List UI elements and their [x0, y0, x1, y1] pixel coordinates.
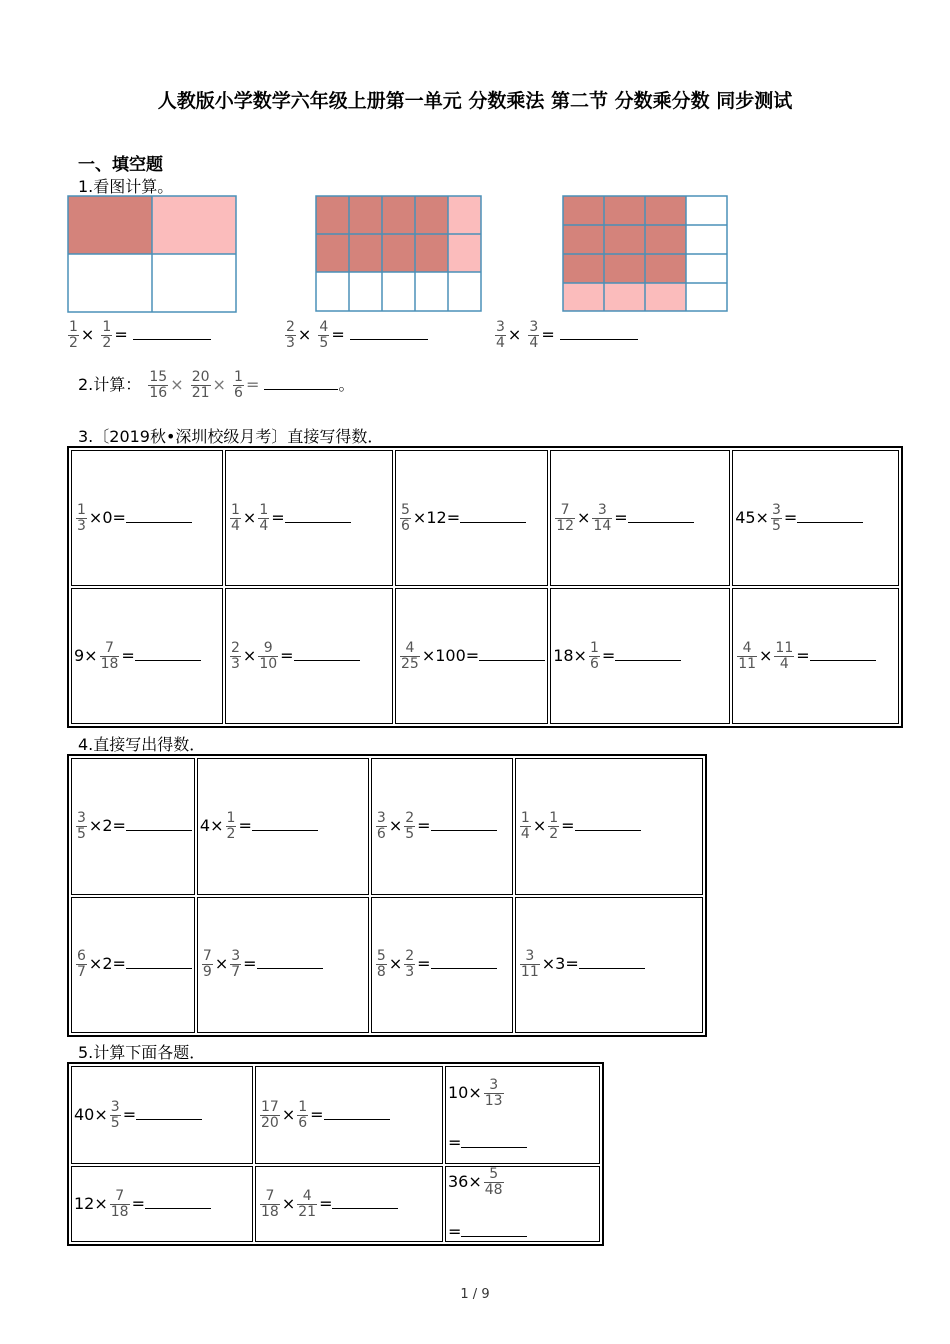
expression-text: = — [122, 1104, 137, 1124]
fraction: $\frac{3}{6}$ — [376, 809, 386, 842]
expression-text: = — [601, 645, 616, 665]
math-expression — [516, 949, 702, 980]
expression-text: × — [242, 507, 257, 527]
math-expression: $\frac{7}{9}$ × $\frac{3}{7}$ = — [198, 949, 368, 980]
page-title: 人教版小学数学六年级上册第一单元 分数乘法 第二节 分数乘分数 同步测试 — [157, 90, 793, 112]
expression-text: ×2= — [88, 954, 126, 974]
fraction-diagram-1 — [67, 195, 239, 315]
fraction-diagram-2 — [315, 195, 485, 315]
q4-cell — [515, 758, 703, 895]
fraction: $\frac{1}{6}$ — [589, 639, 599, 672]
expression-text: 18× — [553, 645, 587, 665]
math-expression — [72, 641, 222, 672]
q5-cell — [445, 1066, 600, 1164]
page-number: 1 / 9 — [460, 1287, 490, 1302]
fraction: $\frac{2}{3}$ — [405, 948, 415, 981]
q3-cell — [71, 450, 223, 586]
math-expression: 10× $\frac{3}{13}$ = — [446, 1078, 599, 1152]
fraction: $\frac{3}{5}$ — [110, 1098, 120, 1131]
answer-blank[interactable] — [133, 325, 211, 340]
fraction: $\frac{4}{25}$ — [401, 639, 419, 672]
answer-blank[interactable] — [479, 646, 545, 661]
expression-text: ×2= — [88, 815, 126, 835]
answer-blank[interactable] — [126, 816, 192, 831]
q3-cell — [550, 450, 730, 586]
expression-text: 9× — [74, 645, 98, 665]
fraction: $\frac{4}{5}$ — [319, 319, 329, 351]
fraction: $\frac{1}{4}$ — [520, 809, 530, 842]
q3-cell — [225, 450, 393, 586]
answer-blank[interactable] — [615, 646, 681, 661]
fraction: $\frac{3}{4}$ — [496, 319, 505, 351]
expression-text: = — [783, 507, 798, 527]
q3-cell — [732, 588, 899, 724]
fraction: $\frac{2}{5}$ — [405, 809, 415, 842]
q3-cell — [225, 588, 393, 724]
q4-table — [67, 754, 707, 1037]
math-expression: $\frac{1}{4}$ × $\frac{1}{4}$ = — [226, 503, 392, 534]
q5-cell — [71, 1166, 253, 1242]
expression-text: = — [121, 645, 135, 665]
fraction: $\frac{7}{18}$ — [110, 1187, 129, 1220]
question-3-label: 3.〔2019秋•深圳校级月考〕直接写得数． — [78, 427, 384, 446]
answer-blank[interactable] — [460, 508, 526, 523]
expression-text: 12× — [74, 1193, 108, 1213]
expression-text: × — [388, 954, 403, 974]
fraction: $\frac{6}{7}$ — [77, 948, 86, 981]
fraction: $\frac{1}{2}$ — [549, 809, 559, 842]
fraction: $\frac{3}{5}$ — [77, 809, 86, 842]
fraction: $\frac{1}{4}$ — [259, 501, 269, 534]
expression-text: × — [759, 645, 773, 665]
expression-text: 36× — [448, 1172, 482, 1191]
expression-text: × — [281, 1104, 296, 1124]
fraction: $\frac{7}{18}$ — [261, 1187, 279, 1220]
expression-text: ×100= — [421, 645, 480, 665]
fraction: $\frac{15}{16}$ — [149, 369, 168, 401]
expression-text: = — [238, 815, 252, 835]
expression-text: ×0= — [88, 507, 126, 527]
math-expression: $\frac{1}{4}$ × $\frac{1}{2}$ = — [516, 811, 702, 842]
fraction: $\frac{3}{5}$ — [771, 501, 781, 534]
answer-blank[interactable] — [628, 508, 694, 523]
math-expression — [396, 641, 547, 672]
math-expression: $\frac{7}{18}$ × $\frac{4}{21}$ = — [256, 1189, 442, 1220]
q4-cell — [71, 758, 195, 895]
fraction: $\frac{3}{13}$ — [484, 1077, 503, 1109]
math-expression — [198, 811, 368, 842]
expression-text: = — [131, 1193, 145, 1213]
math-expression — [72, 949, 194, 980]
fraction: $\frac{3}{4}$ — [529, 319, 539, 351]
fraction: $\frac{1}{6}$ — [298, 1098, 308, 1131]
expression-text: × — [242, 645, 257, 665]
answer-blank[interactable] — [810, 646, 876, 661]
fraction: $\frac{1}{3}$ — [77, 501, 86, 534]
math-expression: $\frac{17}{20}$ × $\frac{1}{6}$ = — [256, 1100, 442, 1131]
math-expression: $\frac{7}{12}$ × $\frac{3}{14}$ = — [551, 503, 729, 534]
fraction: $\frac{5}{8}$ — [376, 948, 386, 981]
answer-blank[interactable] — [560, 325, 638, 340]
q5-cell — [255, 1066, 443, 1164]
q5-cell — [71, 1066, 253, 1164]
q3-cell — [550, 588, 730, 724]
q5-table — [67, 1062, 604, 1246]
fraction: $\frac{1}{6}$ — [234, 369, 243, 401]
answer-blank[interactable] — [575, 816, 641, 831]
fraction: $\frac{2}{3}$ — [286, 319, 295, 351]
answer-blank[interactable] — [324, 1105, 390, 1120]
expression-text: × — [281, 1193, 296, 1213]
answer-blank[interactable] — [135, 646, 201, 661]
answer-blank[interactable] — [579, 954, 645, 969]
answer-blank[interactable] — [126, 954, 192, 969]
answer-blank[interactable] — [252, 816, 318, 831]
section-heading: 一、填空题 — [78, 155, 163, 175]
expression-text: × — [388, 815, 403, 835]
answer-blank[interactable] — [257, 954, 323, 969]
period: 。 — [338, 375, 355, 394]
fraction: $\frac{1}{2}$ — [69, 319, 78, 351]
fraction-diagram-3 — [562, 195, 730, 315]
math-expression — [72, 1100, 252, 1131]
expression-text: × — [214, 954, 229, 974]
q1-expression-2: $\frac{2}{3}$ × $\frac{4}{5}$ = — [283, 320, 428, 351]
math-expression — [72, 1189, 252, 1220]
fraction: $\frac{17}{20}$ — [261, 1098, 279, 1131]
math-expression: $\frac{2}{3}$ × $\frac{9}{10}$ = — [226, 641, 392, 672]
expression-text: 4× — [199, 815, 224, 835]
fraction: $\frac{3}{14}$ — [593, 501, 612, 534]
fraction: $\frac{5}{6}$ — [401, 501, 410, 534]
q4-cell — [197, 897, 369, 1034]
q4-cell — [371, 897, 513, 1034]
q4-cell — [371, 758, 513, 895]
expression-text: ×3= — [541, 954, 579, 974]
q4-cell — [515, 897, 703, 1034]
math-expression: $\frac{4}{11}$ × $\frac{11}{4}$ = — [733, 641, 898, 672]
q1-expression-1: $\frac{1}{2}$ × $\frac{1}{2}$ = — [66, 320, 211, 351]
fraction: $\frac{1}{4}$ — [231, 501, 240, 534]
fraction: $\frac{7}{18}$ — [100, 639, 119, 672]
question-4-label: 4.直接写出得数． — [78, 735, 206, 754]
q4-cell — [197, 758, 369, 895]
question-2: 2.计算： $\frac{15}{16}$ × $\frac{20}{21}$ × $\frac{1}{6}$ = 。 — [78, 369, 355, 401]
answer-blank[interactable] — [136, 1105, 202, 1120]
fraction: $\frac{4}{21}$ — [298, 1187, 317, 1220]
question-2-label: 2.计算： — [78, 375, 142, 394]
math-expression — [72, 811, 194, 842]
answer-blank[interactable] — [294, 646, 360, 661]
fraction: $\frac{1}{2}$ — [226, 809, 236, 842]
q5-cell — [445, 1166, 600, 1242]
fraction: $\frac{9}{10}$ — [259, 639, 278, 672]
answer-blank[interactable] — [431, 954, 497, 969]
fraction: $\frac{1}{2}$ — [102, 319, 112, 351]
math-expression: $\frac{3}{6}$ × $\frac{2}{5}$ = — [372, 811, 512, 842]
expression-text: ×12= — [412, 507, 461, 527]
fraction: $\frac{3}{7}$ — [231, 948, 241, 981]
q3-cell — [395, 450, 548, 586]
question-5-label: 5.计算下面各题． — [78, 1043, 206, 1062]
math-expression: 36× $\frac{5}{48}$ = — [446, 1167, 599, 1241]
q3-cell — [395, 588, 548, 724]
fraction: $\frac{2}{3}$ — [231, 639, 240, 672]
math-expression — [72, 503, 222, 534]
answer-blank[interactable] — [145, 1194, 211, 1209]
q4-cell — [71, 897, 195, 1034]
answer-blank[interactable] — [461, 1222, 527, 1237]
math-expression — [551, 641, 729, 672]
answer-blank[interactable] — [332, 1194, 398, 1209]
expression-text: 40× — [74, 1104, 108, 1124]
q5-cell — [255, 1166, 443, 1242]
math-expression — [396, 503, 547, 534]
answer-blank[interactable] — [126, 508, 192, 523]
q3-cell — [732, 450, 899, 586]
q3-table — [67, 446, 903, 728]
q1-expression-3: $\frac{3}{4}$ × $\frac{3}{4}$ = — [493, 320, 638, 351]
fraction: $\frac{7}{12}$ — [556, 501, 575, 534]
fraction: $\frac{7}{9}$ — [202, 948, 212, 981]
expression-text: × — [577, 507, 591, 527]
q3-cell — [71, 588, 223, 724]
fraction: $\frac{5}{48}$ — [484, 1166, 503, 1198]
answer-blank[interactable] — [350, 325, 428, 340]
math-expression: $\frac{5}{8}$ × $\frac{2}{3}$ = — [372, 949, 512, 980]
fraction: $\frac{4}{11}$ — [738, 639, 757, 672]
fraction: $\frac{3}{11}$ — [520, 948, 539, 981]
expression-text: × — [532, 815, 547, 835]
expression-text: 10× — [448, 1083, 482, 1102]
math-expression — [733, 503, 898, 534]
answer-blank[interactable] — [797, 508, 863, 523]
answer-blank[interactable] — [285, 508, 351, 523]
expression-text: 45× — [735, 507, 769, 527]
fraction: $\frac{20}{21}$ — [191, 369, 210, 401]
answer-blank[interactable] — [264, 375, 338, 390]
answer-blank[interactable] — [461, 1133, 527, 1148]
answer-blank[interactable] — [431, 816, 497, 831]
question-1-label: 1.看图计算。 — [78, 177, 174, 196]
fraction: $\frac{11}{4}$ — [775, 639, 794, 672]
